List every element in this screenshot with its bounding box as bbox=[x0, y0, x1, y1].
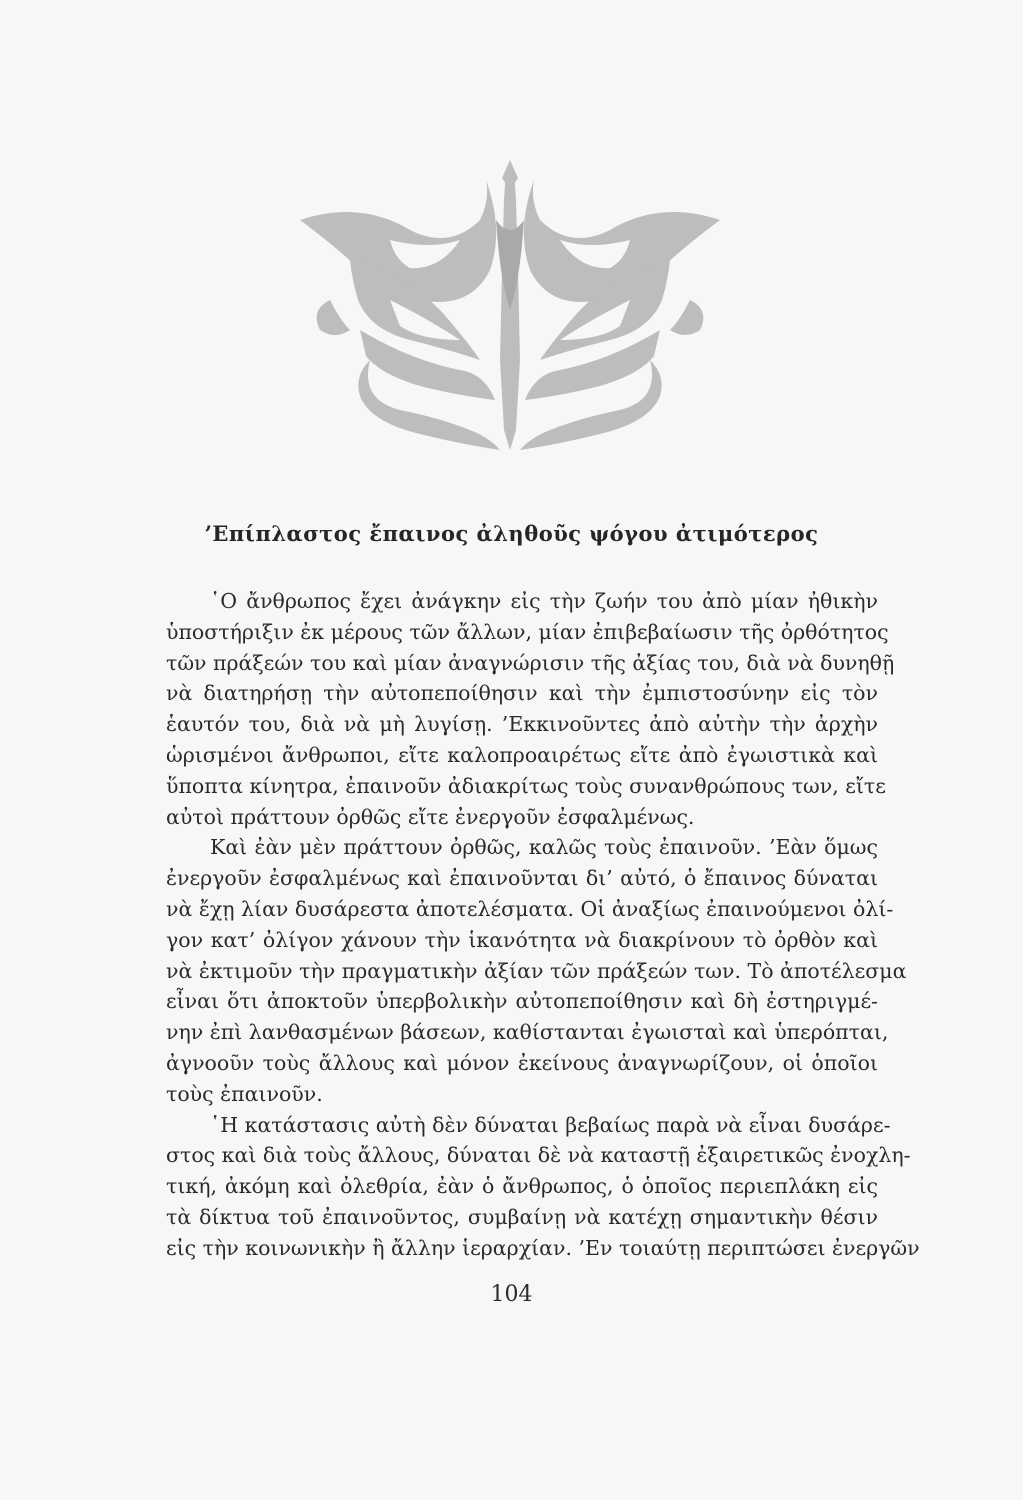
text-line: νὰ διατηρήσῃ τὴν αὐτοπεποίθησιν καὶ τὴν ἐμπιστοσύνην εἰς τὸν bbox=[166, 681, 878, 706]
text-line: ὡρισμένοι ἄνθρωποι, εἴτε καλοπροαιρέτως εἴτε ἀπὸ ἐγωιστικὰ καὶ bbox=[166, 742, 878, 767]
text-line: τοὺς ἐπαινοῦν. bbox=[166, 1081, 323, 1106]
text-line: ἑαυτόν του, διὰ νὰ μὴ λυγίσῃ. ’Εκκινοῦντες ἀπὸ αὐτὴν τὴν ἀρχὴν bbox=[166, 712, 878, 737]
text-line: στος καὶ διὰ τοὺς ἄλλους, δύναται δὲ νὰ καταστῇ ἐξαιρετικῶς ἐνοχλη- bbox=[166, 1143, 911, 1168]
text-line: Καὶ ἐὰν μὲν πράττουν ὀρθῶς, καλῶς τοὺς ἐπαινοῦν. ’Εὰν ὅμως bbox=[210, 835, 878, 860]
text-line: νὰ ἐκτιμοῦν τὴν πραγματικὴν ἀξίαν τῶν πράξεών των. Τὸ ἀποτέλεσμα bbox=[166, 958, 907, 983]
paragraph-2 bbox=[166, 832, 907, 1109]
floral-ornament-icon bbox=[290, 160, 730, 450]
text-line: ὕποπτα κίνητρα, ἐπαινοῦν ἀδιακρίτως τοὺς συνανθρώπους των, εἴτε bbox=[166, 773, 886, 798]
text-line: τική, ἀκόμη καὶ ὀλεθρία, ἐὰν ὁ ἄνθρωπος, ὁ ὁποῖος περιεπλάκη εἰς bbox=[166, 1174, 878, 1199]
text-line: ὑποστήριξιν ἐκ μέρους τῶν ἄλλων, μίαν ἐπιβεβαίωσιν τῆς ὀρθότητος bbox=[166, 619, 889, 644]
text-line: γον κατ’ ὀλίγον χάνουν τὴν ἱκανότητα νὰ διακρίνουν τὸ ὀρθὸν καὶ bbox=[166, 927, 878, 952]
text-line: τῶν πράξεών του καὶ μίαν ἀναγνώρισιν τῆς ἀξίας του, διὰ νὰ δυνηθῇ bbox=[166, 650, 895, 675]
text-line: ἐνεργοῦν ἐσφαλμένως καὶ ἐπαινοῦνται δι’ αὐτό, ὁ ἔπαινος δύναται bbox=[166, 866, 878, 891]
paragraph-3 bbox=[166, 1110, 920, 1264]
text-line: ῾Ο ἄνθρωπος ἔχει ἀνάγκην εἰς τὴν ζωήν του ἀπὸ μίαν ἠθικὴν bbox=[210, 589, 878, 613]
text-line: εἰς τὴν κοινωνικὴν ἢ ἄλλην ἱεραρχίαν. ’Εν τοιαύτῃ περιπτώσει ἐνεργῶν bbox=[166, 1235, 920, 1260]
text-line: αὐτοὶ πράττουν ὀρθῶς εἴτε ἐνεργοῦν ἐσφαλμένως. bbox=[166, 804, 695, 829]
text-line: νὰ ἔχῃ λίαν δυσάρεστα ἀποτελέσματα. Οἱ ἀναξίως ἐπαινούμενοι ὀλί- bbox=[166, 896, 894, 921]
text-line: εἶναι ὅτι ἀποκτοῦν ὑπερβολικὴν αὐτοπεποίθησιν καὶ δὴ ἐστηριγμέ- bbox=[166, 989, 878, 1014]
text-line: τὰ δίκτυα τοῦ ἐπαινοῦντος, συμβαίνῃ νὰ κατέχῃ σημαντικὴν θέσιν bbox=[166, 1204, 878, 1229]
paragraph-1 bbox=[166, 586, 895, 832]
body-text bbox=[166, 586, 920, 1264]
text-line: ῾Η κατάστασις αὐτὴ δὲν δύναται βεβαίως παρὰ νὰ εἶναι δυσάρε- bbox=[210, 1112, 891, 1137]
text-line: ἀγνοοῦν τοὺς ἄλλους καὶ μόνον ἐκείνους ἀναγνωρίζουν, οἱ ὁποῖοι bbox=[166, 1050, 878, 1075]
page-title: ’Επίπλαστος ἔπαινος ἀληθοῦς ψόγου ἀτιμότερος bbox=[204, 521, 819, 546]
page-number: 104 bbox=[490, 1282, 533, 1307]
text-line: νην ἐπὶ λανθασμένων βάσεων, καθίστανται ἐγωισταὶ καὶ ὑπερόπται, bbox=[166, 1020, 889, 1045]
